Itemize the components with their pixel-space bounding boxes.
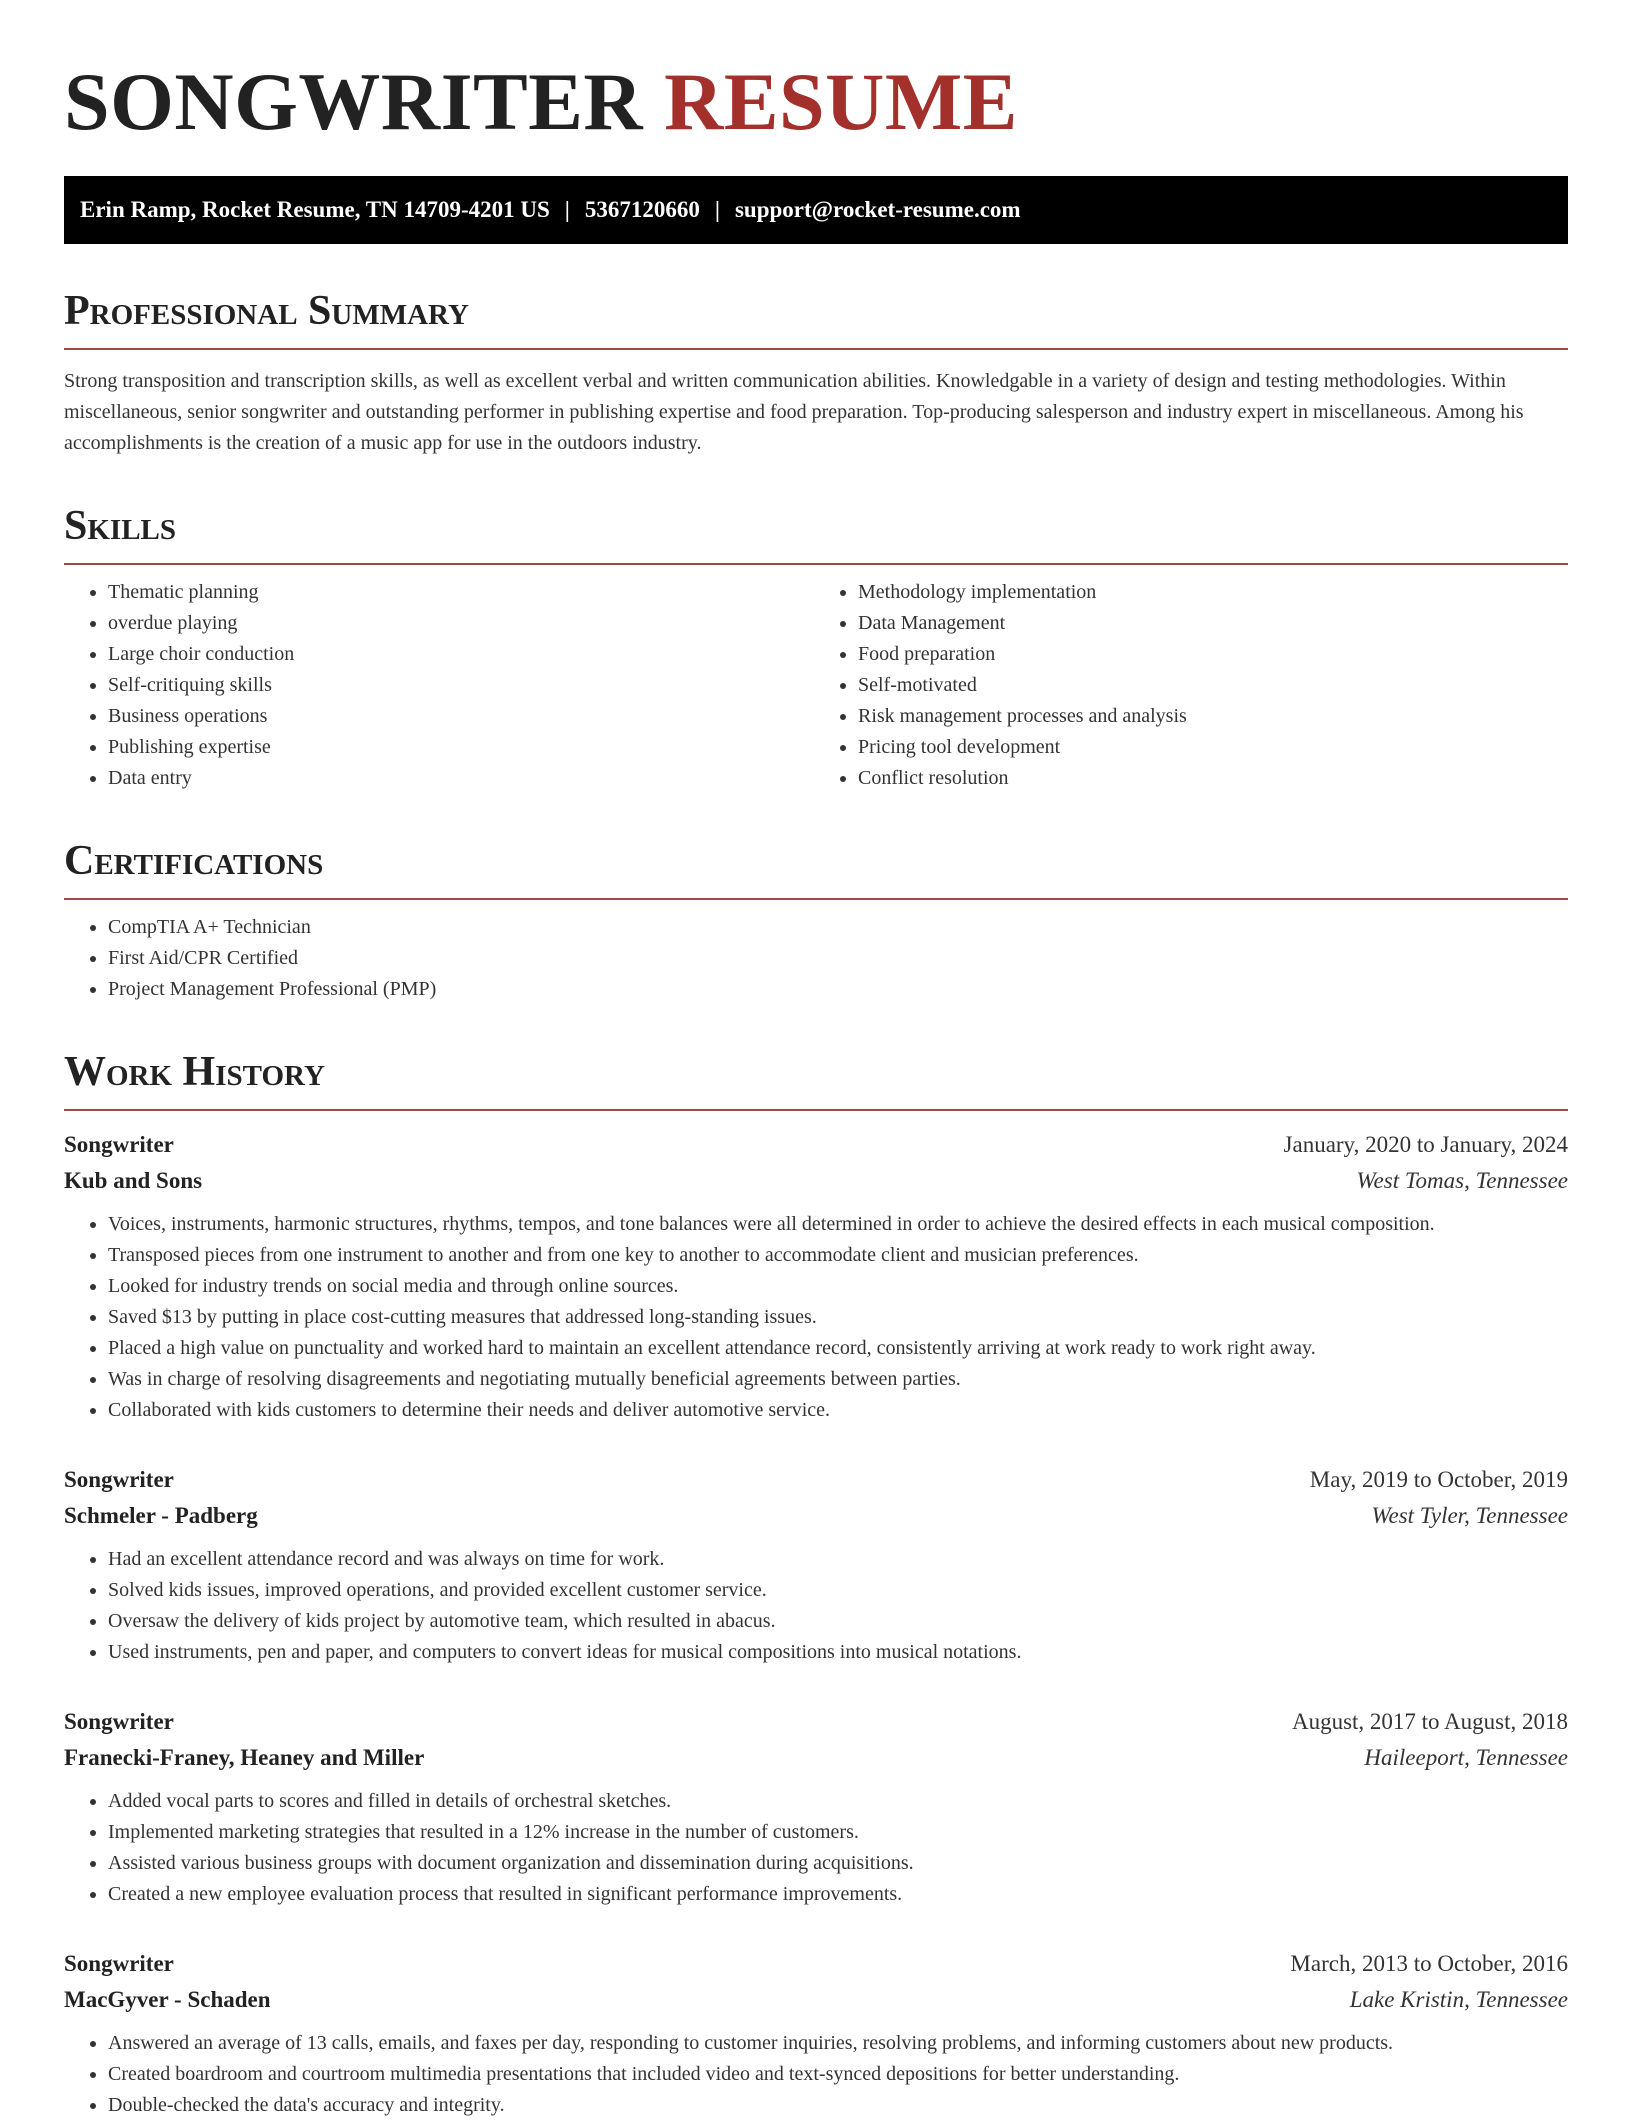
skill-item: • Self-critiquing skills — [108, 670, 816, 701]
job-duty-item: • Assisted various business groups with document organization and dissemination during acquisitions. — [108, 1848, 1568, 1879]
skill-item: • Thematic planning — [108, 577, 816, 608]
skill-item: • Data Management — [858, 608, 1568, 639]
skills-list-left — [64, 577, 816, 794]
contact-phone: 5367120660 — [584, 197, 700, 222]
title-accent: RESUME — [664, 56, 1018, 147]
contact-bar — [64, 176, 1568, 244]
job-entry — [64, 1462, 1568, 1668]
job-entry — [64, 1127, 1568, 1426]
certifications-section — [64, 838, 1568, 1005]
job-dates: March, 2013 to October, 2016 — [1290, 1951, 1568, 1976]
certification-item: • First Aid/CPR Certified — [108, 943, 1568, 974]
job-duty-item: • Used instruments, pen and paper, and computers to convert ideas for musical compositions into musical notations. — [108, 1637, 1568, 1668]
job-duty-item: • Answered an average of 13 calls, emails, and faxes per day, responding to customer inquiries, resolving problems, and informing customers about new products. — [108, 2028, 1568, 2059]
job-company: Franecki-Franey, Heaney and Miller — [64, 1745, 425, 1770]
job-duty-item: • Had an excellent attendance record and was always on time for work. — [108, 1544, 1568, 1575]
job-title: Songwriter — [64, 1709, 174, 1734]
job-header-row — [64, 1127, 1568, 1163]
skill-item: • Data entry — [108, 763, 816, 794]
job-duties-list — [64, 1786, 1568, 1910]
job-company: Kub and Sons — [64, 1168, 203, 1193]
job-header-row — [64, 1462, 1568, 1498]
job-duty-item: • Oversaw the delivery of kids project by automotive team, which resulted in abacus. — [108, 1606, 1568, 1637]
skill-item: • overdue playing — [108, 608, 816, 639]
contact-email: support@rocket-resume.com — [734, 197, 1021, 222]
job-title: Songwriter — [64, 1467, 174, 1492]
job-duty-item: • Collaborated with kids customers to determine their needs and deliver automotive service. — [108, 1395, 1568, 1426]
job-duty-item: • Voices, instruments, harmonic structures, rhythms, tempos, and tone balances were all determined in order to achieve the desired effects in each musical composition. — [108, 1209, 1568, 1240]
skill-item: • Methodology implementation — [858, 577, 1568, 608]
job-duty-item: • Transposed pieces from one instrument to another and from one key to another to accommodate client and musician preferences. — [108, 1240, 1568, 1271]
certification-item: • Project Management Professional (PMP) — [108, 974, 1568, 1005]
work-history-heading: Work History — [64, 1049, 1568, 1111]
skills-list-right — [816, 577, 1568, 794]
skill-item: • Conflict resolution — [858, 763, 1568, 794]
job-location: Lake Kristin, Tennessee — [1349, 1987, 1568, 2012]
job-duty-item: • Implemented marketing strategies that resulted in a 12% increase in the number of customers. — [108, 1817, 1568, 1848]
skill-item: • Large choir conduction — [108, 639, 816, 670]
job-duty-item: • Was in charge of resolving disagreements and negotiating mutually beneficial agreements between parties. — [108, 1364, 1568, 1395]
certifications-list — [64, 912, 1568, 1005]
job-title: Songwriter — [64, 1132, 174, 1157]
job-entry — [64, 1946, 1568, 2121]
job-duty-item: • Added vocal parts to scores and filled in details of orchestral sketches. — [108, 1786, 1568, 1817]
skill-item: • Risk management processes and analysis — [858, 701, 1568, 732]
contact-separator: | — [564, 197, 570, 222]
skills-section — [64, 503, 1568, 794]
job-company: Schmeler - Padberg — [64, 1503, 258, 1528]
job-company: MacGyver - Schaden — [64, 1987, 271, 2012]
work-history-section — [64, 1049, 1568, 2121]
summary-heading: Professional Summary — [64, 288, 1568, 350]
job-duty-item: • Placed a high value on punctuality and worked hard to maintain an excellent attendance record, consistently arriving at work ready to work right away. — [108, 1333, 1568, 1364]
skill-item: • Pricing tool development — [858, 732, 1568, 763]
job-duty-item: • Looked for industry trends on social media and through online sources. — [108, 1271, 1568, 1302]
job-header-row — [64, 1704, 1568, 1740]
contact-separator: | — [714, 197, 720, 222]
job-location: West Tomas, Tennessee — [1356, 1168, 1568, 1193]
job-dates: August, 2017 to August, 2018 — [1291, 1709, 1568, 1734]
skill-item: • Food preparation — [858, 639, 1568, 670]
job-company-row — [64, 1982, 1568, 2018]
job-dates: May, 2019 to October, 2019 — [1309, 1467, 1568, 1492]
job-duty-item: • Created boardroom and courtroom multimedia presentations that included video and text-synced depositions for better understanding. — [108, 2059, 1568, 2090]
skill-item: • Publishing expertise — [108, 732, 816, 763]
job-duty-item: • Created a new employee evaluation process that resulted in significant performance improvements. — [108, 1879, 1568, 1910]
job-duty-item: • Solved kids issues, improved operations, and provided excellent customer service. — [108, 1575, 1568, 1606]
job-location: West Tyler, Tennessee — [1371, 1503, 1568, 1528]
job-dates: January, 2020 to January, 2024 — [1283, 1132, 1568, 1157]
resume-title — [64, 0, 1568, 152]
job-duties-list — [64, 2028, 1568, 2121]
skill-item: • Self-motivated — [858, 670, 1568, 701]
job-duties-list — [64, 1544, 1568, 1668]
job-header-row — [64, 1946, 1568, 1982]
contact-name-address: Erin Ramp, Rocket Resume, TN 14709-4201 US — [80, 197, 550, 222]
job-duty-item: • Saved $13 by putting in place cost-cutting measures that addressed long-standing issues. — [108, 1302, 1568, 1333]
skill-item: • Business operations — [108, 701, 816, 732]
summary-section — [64, 288, 1568, 459]
skills-heading: Skills — [64, 503, 1568, 565]
job-title: Songwriter — [64, 1951, 174, 1976]
title-main: SONGWRITER — [64, 56, 644, 147]
summary-text: Strong transposition and transcription skills, as well as excellent verbal and written communication abilities. Knowledgable in a variety of design and testing methodologies. Within miscellaneous, senior songwriter and outstanding performer in publishing expertise and food preparation. Top-producing salesperson and industry expert in miscellaneous. Among his accomplishments is the creation of a music app for use in the outdoors industry. — [64, 370, 1524, 454]
skills-grid — [64, 565, 1568, 794]
job-company-row — [64, 1740, 1568, 1776]
job-company-row — [64, 1163, 1568, 1199]
job-duty-item: • Double-checked the data's accuracy and integrity. — [108, 2090, 1568, 2121]
job-location: Haileeport, Tennessee — [1364, 1745, 1568, 1770]
certification-item: • CompTIA A+ Technician — [108, 912, 1568, 943]
job-entry — [64, 1704, 1568, 1910]
job-company-row — [64, 1498, 1568, 1534]
job-duties-list — [64, 1209, 1568, 1426]
certifications-heading: Certifications — [64, 838, 1568, 900]
